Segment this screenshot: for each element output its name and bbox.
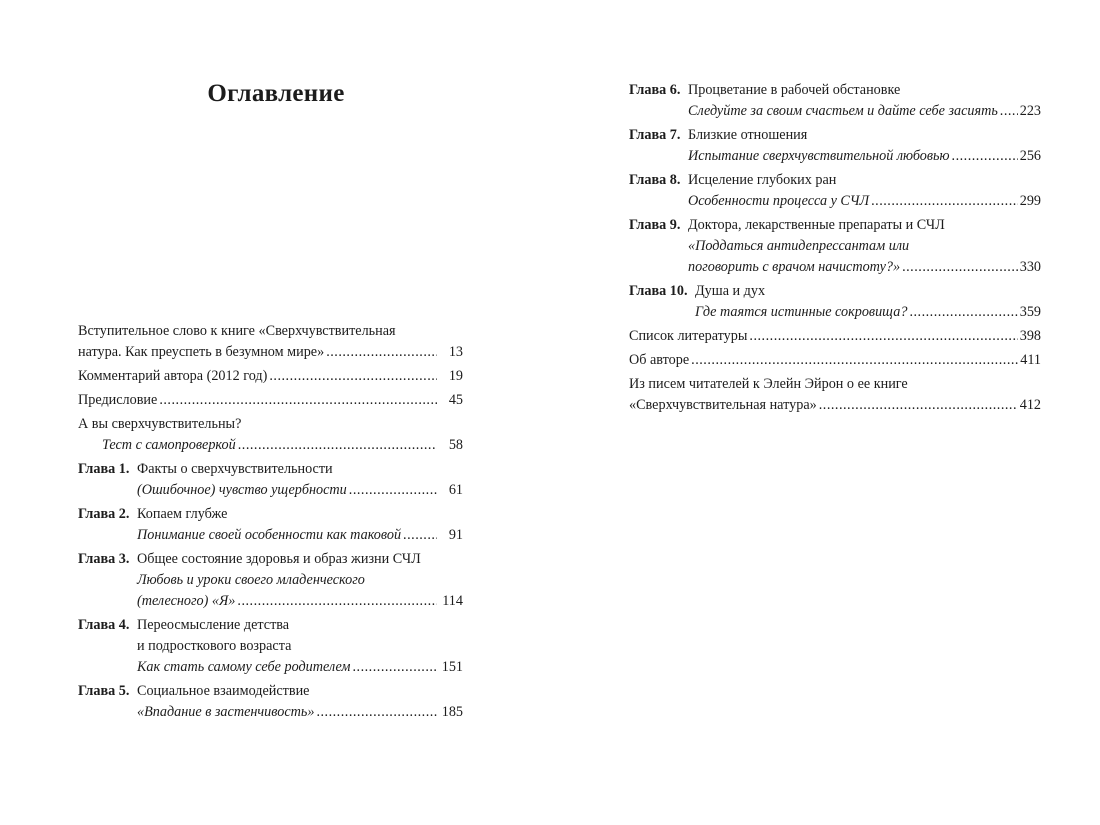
chapter-label: Глава 4. — [78, 617, 130, 633]
toc-entry-preface — [78, 390, 463, 411]
toc-left — [78, 321, 463, 726]
entry-subtitle: поговорить с врачом начистоту?» — [688, 259, 901, 275]
chapter-title: Факты о сверхчувствительности — [137, 461, 333, 477]
page-number: 359 — [1019, 304, 1041, 320]
chapter-label: Глава 3. — [78, 551, 130, 567]
leader-dots — [819, 395, 1018, 416]
toc-entry-chapter-3 — [78, 549, 463, 612]
toc-entry-chapter-4 — [78, 615, 463, 678]
leader-dots — [326, 342, 437, 363]
toc-entry-literature — [629, 326, 1041, 347]
leader-dots — [902, 257, 1018, 278]
entry-subtitle: Испытание сверхчувствительной любовью — [688, 148, 950, 164]
chapter-title: Общее состояние здоровья и образ жизни СЧЛ — [137, 551, 421, 567]
page-number: 58 — [448, 437, 463, 453]
entry-subtitle: «Впадание в застенчивость» — [137, 704, 315, 720]
leader-dots — [316, 702, 437, 723]
toc-entry-chapter-2 — [78, 504, 463, 546]
entry-text: Вступительное слово к книге «Сверхчувствительная — [78, 323, 396, 339]
chapter-title: Исцеление глубоких ран — [688, 172, 837, 188]
page-number: 223 — [1019, 103, 1041, 119]
entry-text: «Сверхчувствительная натура» — [629, 397, 817, 413]
leader-dots — [237, 591, 437, 612]
chapter-title: Близкие отношения — [688, 127, 808, 143]
chapter-label: Глава 1. — [78, 461, 130, 477]
toc-entry-chapter-1 — [78, 459, 463, 501]
toc-entry-chapter-5 — [78, 681, 463, 723]
toc-entry-chapter-7 — [629, 125, 1041, 167]
page-number: 61 — [448, 482, 463, 498]
chapter-label: Глава 2. — [78, 506, 130, 522]
page-number: 398 — [1019, 328, 1041, 344]
chapter-title: Копаем глубже — [137, 506, 228, 522]
leader-dots — [352, 657, 437, 678]
chapter-label: Глава 5. — [78, 683, 130, 699]
entry-subtitle: Следуйте за своим счастьем и дайте себе засиять — [688, 103, 998, 119]
chapter-title: Социальное взаимодействие — [137, 683, 310, 699]
entry-text: Комментарий автора (2012 год) — [78, 368, 268, 384]
toc-entry-letters — [629, 374, 1041, 416]
toc-entry-chapter-6 — [629, 80, 1041, 122]
entry-subtitle: Где таятся истинные сокровища? — [695, 304, 908, 320]
chapter-title: Доктора, лекарственные препараты и СЧЛ — [688, 217, 945, 233]
page-number: 19 — [448, 368, 463, 384]
page-title: Оглавление — [207, 80, 345, 107]
chapter-label: Глава 9. — [629, 217, 681, 233]
toc-entry-chapter-9 — [629, 215, 1041, 278]
leader-dots — [349, 480, 437, 501]
chapter-title: Переосмысление детства — [137, 617, 290, 633]
toc-entry-chapter-8 — [629, 170, 1041, 212]
leader-dots — [403, 525, 437, 546]
entry-text: А вы сверхчувствительны? — [78, 416, 242, 432]
chapter-label: Глава 7. — [629, 127, 681, 143]
chapter-label: Глава 6. — [629, 82, 681, 98]
page-number: 330 — [1019, 259, 1041, 275]
leader-dots — [952, 146, 1018, 167]
entry-subtitle: Любовь и уроки своего младенческого — [137, 572, 365, 588]
leader-dots — [691, 350, 1018, 371]
chapter-label: Глава 10. — [629, 283, 688, 299]
entry-text: Об авторе — [629, 352, 690, 368]
page-number: 411 — [1020, 352, 1041, 368]
entry-subtitle: Понимание своей особенности как таковой — [137, 527, 402, 543]
toc-entry-comment — [78, 366, 463, 387]
entry-text: Предисловие — [78, 392, 158, 408]
page-number: 185 — [441, 704, 463, 720]
leader-dots — [871, 191, 1018, 212]
entry-subtitle: (телесного) «Я» — [137, 593, 236, 609]
page-number: 412 — [1019, 397, 1041, 413]
toc-entry-chapter-10 — [629, 281, 1041, 323]
entry-text: натура. Как преуспеть в безумном мире» — [78, 344, 325, 360]
leader-dots — [1000, 101, 1018, 122]
leader-dots — [159, 390, 437, 411]
entry-subtitle: (Ошибочное) чувство ущербности — [137, 482, 347, 498]
entry-subtitle: Тест с самопроверкой — [102, 437, 236, 453]
entry-text: Из писем читателей к Элейн Эйрон о ее книге — [629, 376, 908, 392]
page-number: 45 — [448, 392, 463, 408]
leader-dots — [909, 302, 1017, 323]
entry-subtitle: Особенности процесса у СЧЛ — [688, 193, 870, 209]
chapter-title: и подросткового возраста — [137, 638, 292, 654]
entry-text: Список литературы — [629, 328, 748, 344]
chapter-title: Процветание в рабочей обстановке — [688, 82, 901, 98]
toc-right — [629, 80, 1041, 419]
page-number: 299 — [1019, 193, 1041, 209]
entry-subtitle: Как стать самому себе родителем — [137, 659, 351, 675]
page-number: 256 — [1019, 148, 1041, 164]
toc-entry-areyou — [78, 414, 463, 456]
page-number: 91 — [448, 527, 463, 543]
chapter-label: Глава 8. — [629, 172, 681, 188]
leader-dots — [749, 326, 1017, 347]
page-number: 114 — [442, 593, 463, 609]
leader-dots — [269, 366, 437, 387]
entry-subtitle: «Поддаться антидепрессантам или — [688, 238, 910, 254]
toc-entry-intro — [78, 321, 463, 363]
leader-dots — [238, 435, 437, 456]
page-number: 151 — [441, 659, 463, 675]
toc-entry-author — [629, 350, 1041, 371]
chapter-title: Душа и дух — [695, 283, 766, 299]
right-page — [550, 0, 1100, 825]
page-number: 13 — [448, 344, 463, 360]
